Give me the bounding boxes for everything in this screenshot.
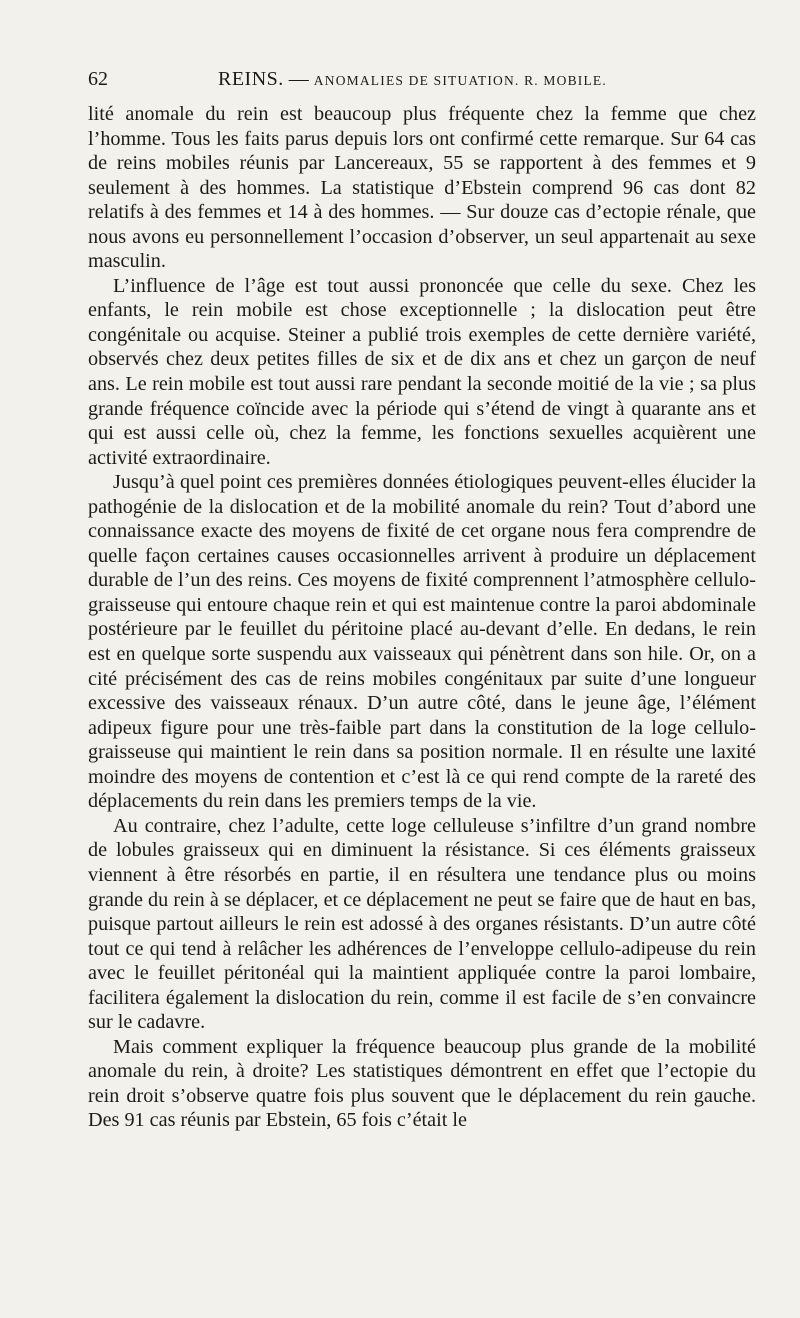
paragraph: Au contraire, chez l’adulte, cette loge celluleuse s’infiltre d’un grand nombre de lobules graisseux qui en diminuent la résistance. Si ces éléments graisseux viennent à être résorbés en partie, il en résultera une tendance plus ou moins grande du rein à se déplacer, et ce déplacement ne peut se faire que de haut en bas, puisque partout ailleurs le rein est adossé à des organes résistants. D’un autre côté tout ce qui tend à relâcher les adhérences de l’enveloppe cellulo-adipeuse du rein avec le feuillet péritonéal qui la maintient appliquée contre la paroi lombaire, facilitera également la dislocation du rein, comme il est facile de s’en convaincre sur le cadavre. bbox=[88, 814, 756, 1034]
running-head bbox=[218, 68, 756, 91]
section-title: ANOMALIES DE SITUATION. R. MOBILE. bbox=[313, 73, 607, 88]
header-dash: — bbox=[288, 68, 309, 90]
page-number: 62 bbox=[88, 68, 108, 90]
running-header bbox=[88, 68, 756, 98]
chapter-title: REINS. bbox=[218, 68, 284, 90]
paragraph: lité anomale du rein est beaucoup plus fréquente chez la femme que chez l’homme. Tous les faits parus depuis lors ont confirmé cette remarque. Sur 64 cas de reins mobiles réunis par Lancereaux, 55 se rapportent à des femmes et 9 seulement à des hommes. La statistique d’Ebstein comprend 96 cas dont 82 relatifs à des femmes et 14 à des hommes. — Sur douze cas d’ectopie rénale, que nous avons eu personnellement l’occasion d’observer, un seul appartenait au sexe masculin. bbox=[88, 103, 756, 273]
body-text bbox=[88, 102, 756, 1133]
paragraph: L’influence de l’âge est tout aussi prononcée que celle du sexe. Chez les enfants, le rein mobile est chose exceptionnelle ; la dislocation peut être congénitale ou acquise. Steiner a publié trois exemples de cette dernière variété, observés chez deux petites filles de six et de dix ans et chez un garçon de neuf ans. Le rein mobile est tout aussi rare pendant la seconde moitié de la vie ; sa plus grande fréquence coïncide avec la période qui s’étend de vingt à quarante ans et qui est aussi celle où, chez la femme, les fonctions sexuelles acquièrent une activité extraordinaire. bbox=[88, 274, 756, 469]
paragraph: Jusqu’à quel point ces premières données étiologiques peuvent-elles élucider la pathogénie de la dislocation et de la mobilité anomale du rein? Tout d’abord une connaissance exacte des moyens de fixité de cet organe nous fera comprendre de quelle façon certaines causes occasionnelles arrivent à produire un déplacement durable de l’un des reins. Ces moyens de fixité comprennent l’atmosphère cellulo-graisseuse qui entoure chaque rein et qui est maintenue contre la paroi abdominale postérieure par le feuillet du péritoine placé au-devant d’elle. En dedans, le rein est en quelque sorte suspendu aux vaisseaux qui pénètrent dans son hile. Or, on a cité précisément des cas de reins mobiles congénitaux par suite d’une longueur excessive des vaisseaux rénaux. D’un autre côté, dans le jeune âge, l’élément adipeux figure pour une très-faible part dans la constitution de la loge cellulo-graisseuse qui maintient le rein dans sa position normale. Il en résulte une laxité moindre des moyens de contention et c’est là ce qui rend compte de la rareté des déplacements du rein dans les premiers temps de la vie. bbox=[88, 471, 756, 813]
paragraph: Mais comment expliquer la fréquence beaucoup plus grande de la mobilité anomale du rein, à droite? Les statistiques démontrent en effet que l’ectopie du rein droit s’observe quatre fois plus souvent que le déplacement du rein gauche. Des 91 cas réunis par Ebstein, 65 fois c’était le bbox=[88, 1035, 756, 1132]
